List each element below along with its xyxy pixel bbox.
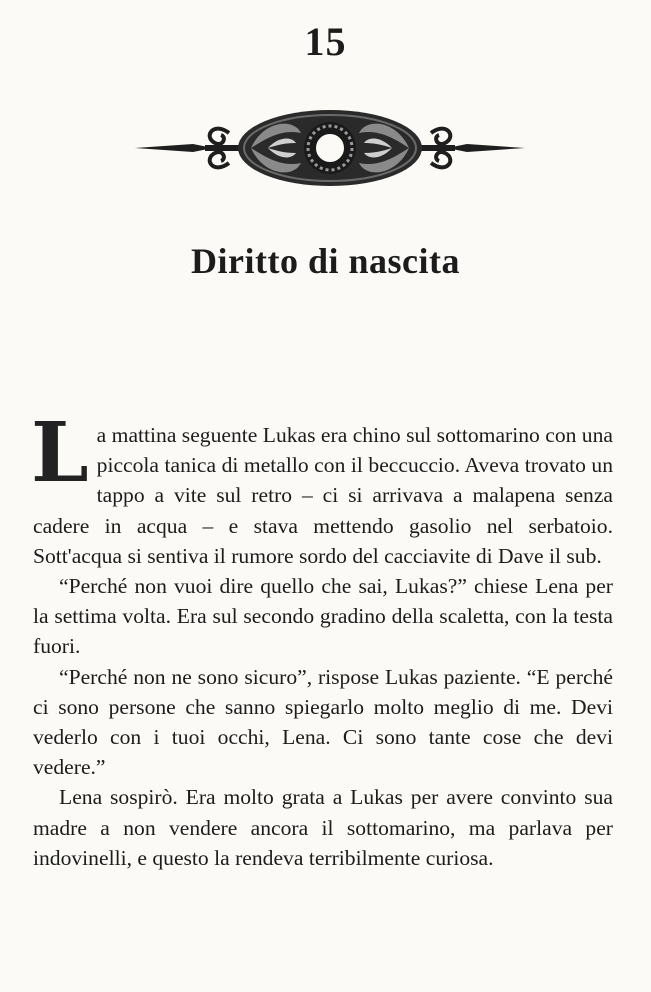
paragraph: “Perché non vuoi dire quello che sai, Lukas?” chiese Lena per la settima volta. Era sul secondo gradino della scaletta, con la testa fuori. <box>33 574 613 659</box>
paragraph <box>31 405 613 571</box>
chapter-title: Diritto di nascita <box>191 241 460 281</box>
paragraph: Lena sospirò. Era molto grata a Lukas per avere convinto sua madre a non vendere ancora il sottomarino, ma parlava per indovinelli, e questo la rendeva terribilmente curiosa. <box>33 785 613 870</box>
chapter-number: 15 <box>304 19 347 64</box>
paragraph: “Perché non ne sono sicuro”, rispose Lukas paziente. “E perché ci sono persone che sanno spiegarlo molto meglio di me. Devi vederlo con i tuoi occhi, Lena. Ci sono tante cose che devi vedere.” <box>33 664 613 780</box>
ornamental-divider-icon <box>133 103 527 193</box>
chapter-body <box>31 405 613 873</box>
paragraph-text: a mattina seguente Lukas era chino sul sottomarino con una piccola tanica di metallo con il beccuccio. Aveva trovato un tappo a vite sul retro – ci si arrivava a malapena senza cadere in acqua – e stava mettendo gasolio nel serbatoio. Sott'acqua si sentiva il rumore sordo del cacciavite di Dave il sub. <box>33 423 613 568</box>
drop-cap: L <box>31 405 89 501</box>
